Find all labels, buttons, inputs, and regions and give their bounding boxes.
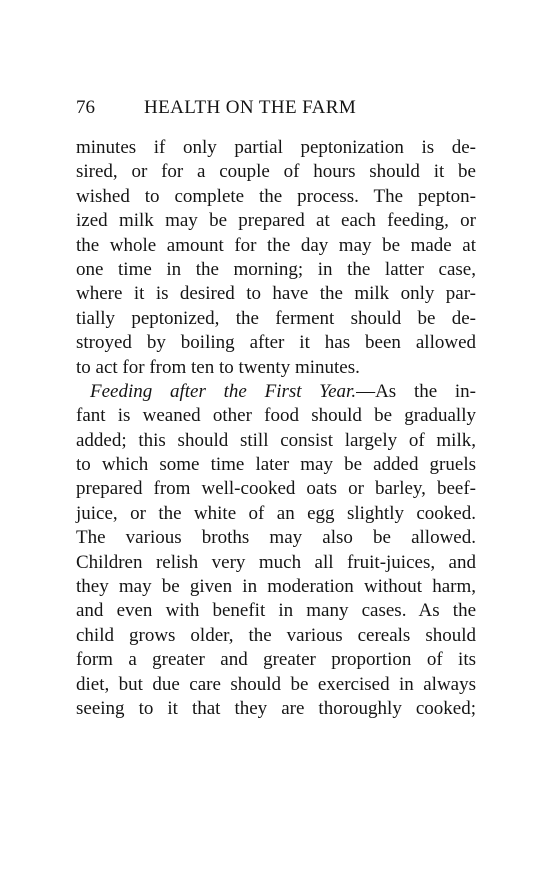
text-line: where it is desired to have the milk only par- <box>76 283 476 305</box>
text-line: minutes if only partial peptonization is de- <box>76 137 476 158</box>
text-line: child grows older, the various cereals should <box>76 624 476 646</box>
text-line: sired, or for a couple of hours should it be <box>76 161 476 183</box>
text-line: diet, but due care should be exercised in always <box>76 673 476 695</box>
text-line: juice, or the white of an egg slightly cooked. <box>76 502 476 524</box>
text-line: The various broths may also be allowed. <box>76 527 476 549</box>
text-line: seeing to it that they are thoroughly cooked; <box>76 697 476 719</box>
text-line: added; this should still consist largely of milk, <box>76 429 476 451</box>
text-line: prepared from well-cooked oats or barley, beef- <box>76 478 476 500</box>
page-header <box>76 97 476 119</box>
run-in-heading: Feeding after the First Year. <box>90 380 357 402</box>
text-line: wished to complete the process. The pepton- <box>76 185 476 207</box>
page-number: 76 <box>76 97 95 118</box>
heading-line-rest: —As the in- <box>356 380 477 402</box>
section-heading-line <box>76 380 476 404</box>
text-line: and even with benefit in many cases. As the <box>76 600 476 622</box>
running-head: HEALTH ON THE FARM <box>144 97 357 118</box>
text-line: stroyed by boiling after it has been allowed <box>76 332 476 354</box>
paragraph-last-line: to act for from ten to twenty minutes. <box>76 356 360 378</box>
text-line: one time in the morning; in the latter case, <box>76 258 476 280</box>
text-line: they may be given in moderation without harm, <box>76 576 476 598</box>
text-line: Children relish very much all fruit-juices, and <box>76 551 476 573</box>
text-line: tially peptonized, the ferment should be de- <box>76 307 476 329</box>
text-line: to which some time later may be added gruels <box>76 454 476 476</box>
text-line: ized milk may be prepared at each feeding, or <box>76 210 476 232</box>
text-line: fant is weaned other food should be gradually <box>76 405 476 427</box>
text-line: form a greater and greater proportion of its <box>76 649 476 671</box>
body-text <box>76 136 476 721</box>
text-line: the whole amount for the day may be made at <box>76 234 476 256</box>
